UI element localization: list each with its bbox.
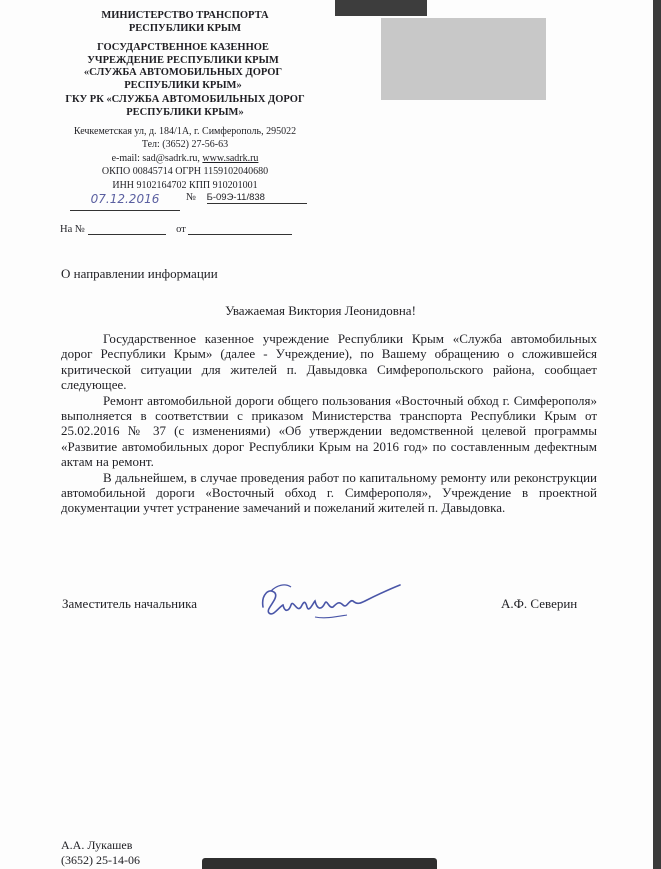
letterhead-institution-line: ГОСУДАРСТВЕННОЕ КАЗЕННОЕ <box>97 42 269 53</box>
letterhead-short-name <box>60 94 310 119</box>
scan-edge-top <box>335 0 427 16</box>
executor-name: А.А. Лукашев <box>61 838 133 852</box>
website-link[interactable]: www.sadrk.ru <box>202 152 259 164</box>
paragraph: Ремонт автомобильной дороги общего пользования «Восточный обход г. Симферополя» выполняется в соответствии с приказом Министерства транспорта Республики Крым от 25.02.2016 № 37 (с изменениями) «Об утверждении ведомственной целевой программы «Развитие автомобильных дорог Республики Крым на 2016 год» по составленным дефектным актам на ремонт. <box>61 392 597 470</box>
ot-label: от <box>176 224 186 235</box>
letter-body <box>61 331 597 516</box>
letterhead-ministry-line: МИНИСТЕРСТВО ТРАНСПОРТА <box>101 10 269 21</box>
scan-edge-bottom <box>202 858 437 869</box>
okpo-ogrn: ОКПО 00845714 ОГРН 1159102040680 <box>101 166 269 178</box>
email-line <box>60 152 310 165</box>
na-label: На № <box>60 224 85 235</box>
handwritten-date: 07.12.2016 <box>70 192 180 211</box>
email: e-mail: sad@sadrk.ru, <box>111 152 203 164</box>
incoming-reference-row <box>60 222 310 238</box>
greeting: Уважаемая Виктория Леонидовна! <box>225 303 416 318</box>
signer-title: Заместитель начальника <box>62 596 197 611</box>
subject-line: О направлении информации <box>61 266 218 281</box>
scan-edge-right <box>653 0 661 869</box>
inn-kpp: ИНН 9102164702 КПП 910201001 <box>112 179 258 191</box>
address: Кечкеметская ул, д. 184/1А, г. Симферополь, 295022 <box>73 126 297 137</box>
letterhead-contacts <box>60 125 310 192</box>
letterhead-short-name-line: ГКУ РК «СЛУЖБА АВТОМОБИЛЬНЫХ ДОРОГ <box>65 94 305 105</box>
number-value: Б-09Э-11/838 <box>207 192 307 204</box>
paragraph: Государственное казенное учреждение Республики Крым «Служба автомобильных дорог Республики Крым» (далее - Учреждение), по Вашему обращению о сложившейся критической ситуации для жителей п. Давыдовка Симферопольского района, сообщает следующее. <box>61 331 597 393</box>
redacted-recipient-block <box>381 18 546 100</box>
outgoing-number <box>186 192 310 210</box>
letterhead-institution-line: «СЛУЖБА АВТОМОБИЛЬНЫХ ДОРОГ <box>83 67 283 78</box>
executor-phone: (3652) 25-14-06 <box>61 853 140 867</box>
signer-name: А.Ф. Северин <box>501 596 578 611</box>
phone: Тел: (3652) 27-56-63 <box>141 139 229 151</box>
ot-blank <box>188 222 292 235</box>
number-label: № <box>186 192 197 203</box>
letterhead-ministry-line: РЕСПУБЛИКИ КРЫМ <box>128 22 242 34</box>
na-blank <box>88 222 166 235</box>
letterhead-short-name-line: РЕСПУБЛИКИ КРЫМ» <box>126 106 244 118</box>
letterhead-institution <box>52 42 314 92</box>
paragraph: В дальнейшем, в случае проведения работ по капитальному ремонту или реконструкции автомобильной дороги «Восточный обход г. Симферополя», Учреждение в проектной документации учтет устранение замечаний и пожеланий жителей п. Давыдовка. <box>61 469 597 516</box>
handwritten-signature <box>255 577 405 629</box>
letterhead-institution-line: УЧРЕЖДЕНИЕ РЕСПУБЛИКИ КРЫМ <box>87 54 279 66</box>
letterhead-institution-line: РЕСПУБЛИКИ КРЫМ» <box>124 79 242 91</box>
letterhead-ministry <box>60 10 310 35</box>
